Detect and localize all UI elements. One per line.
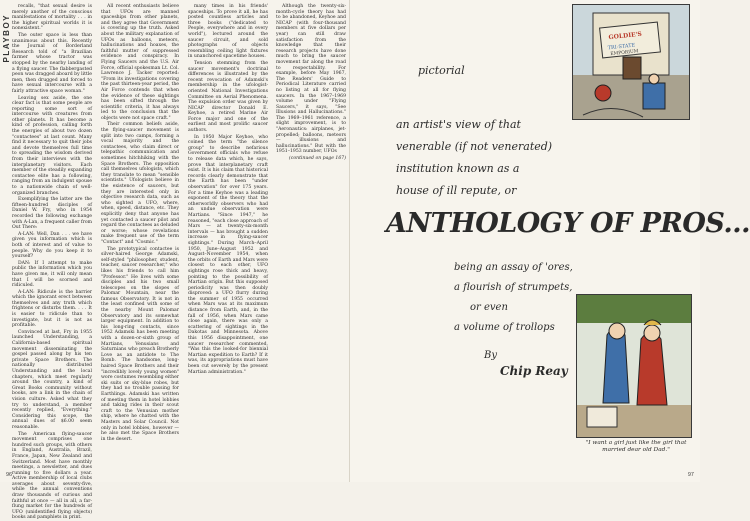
couple-drawing <box>577 295 691 437</box>
right-page <box>350 0 750 482</box>
subtitle-line-1: an artist's view of that <box>396 118 521 131</box>
couple-illustration <box>576 294 692 438</box>
body-paragraph: In 1950 Major Keyhoe, who coined the term "the silence group" to describe nefarious Government officials who refuse to release data which, he says, prove that interplanetary craft exist. It is his claim that historical records clearly demonstrate that the Earth has been "under observation" for over 175 years. For a time Keyhoe was a leading exponent of the theory that the otherworldly observers who had an undue observation were Martians. "Since 1947," he reasoned, "each close approach of Mars — at twenty-six-month intervals — has brought a sudden increase in flying-saucer sightings." During March–April 1950, June–August 1952 and August–November 1954, when the orbits of Earth and Mars were closest to each other, UFO sightings rose thick and heavy, pointing to the possibility of Martian origin. But this supposed periodicity was then doubly disproved: a UFO flurry during the summer of 1955 occurred when Mars was at its maximum distance from Earth, and, in the fall of 1956, when Mars came close again, there was only a scattering of sightings in the Dakotas and Minnesota. Above this 1956 disappointment, one saucer researcher commented, "Was this the looked-for biennial Martian expedition to Earth? If it was, its appropriations must have been cut severely by the present Martian administration." <box>188 134 268 375</box>
body-paragraph: Exemplifying the latter are the fifteen-hundred disciples of Daniel W. Fry, who in 1954 recorded the following exchange with A-Lan, a frequent caller from Out There: <box>12 197 92 231</box>
left-column-5 <box>276 4 346 472</box>
subtitle-line-3: institution known as a <box>396 162 520 175</box>
tagline-line-4: a volume of trollops <box>454 322 555 333</box>
left-column-1 <box>12 4 92 521</box>
body-paragraph: Convinced at last, Fry in 1955 launched Understanding, a California-based spiritual movement disseminating the gospel passed along by his ten private Space Brothers. The nationally distributed Understanding and the local chapters, which meet regularly around the country, a kind of Great Books community without books, are a link in the chain of vision culture. Asked what they try to understand, a member recently replied, "Everything." Considering this scope, the annual dues of $6.00 seem reasonable. <box>12 329 92 430</box>
body-paragraph: All recent enthusiasts believe that UFOs are manned spaceships from other planets, and they agree that Government is covering up the truth. Asked about the military explanation of UFOs as balloons, meteors, hallucinations and hoaxes, the faithful mutter of suppressed evidence and conspiracy. In Flying Saucers and the U.S. Air Force, official spokesman Lt. Col. Lawrence J. Tacker reported: "From its investigations covering the past thirteen-year period, the Air Force contends that when the evidence of these sightings has been sifted through the scientific criteria, it has always led to the conclusion that the objects were not space craft." <box>101 4 179 121</box>
subtitle-line-4: house of ill repute, or <box>396 184 517 197</box>
body-paragraph: The outer space is less than unanimous about this. Recently the Journal of Borderland Research told of "a Brazilian farmer whose tractor was stopped by the nearby landing of a flying saucer. The flabbergasted peon was dragged aboard by little men, then drugged and forced to have sexual intercourse with a fairly attractive space woman." <box>12 32 92 94</box>
body-paragraph: Leaving sex aside, the one clear fact is that some people are reporting some sort of intercourse with creatures from other planets. It has become a kind of profession, calling forth the energies of about two dozen "contactees" at last count. Many find it necessary to quit their jobs and devote themselves full time to spreading the wisdom derived from their interviews with the interplanetary visitors. Each member of the steadily expanding contactee elite has a following, ranging from an indulgent spouse to a nationwide chain of well-organized branches. <box>12 95 92 196</box>
byline-by: By <box>484 350 497 361</box>
svg-text:TRI-STATE: TRI-STATE <box>607 42 636 52</box>
article-title: ANTHOLOGY OF PROS... <box>386 208 750 239</box>
body-paragraph: Their common beliefs aside, the flying-saucer movement is split into two camps, forming a vocal majority and the contactees, who claim direct or telepathic communication and sometimes hitchhiking with the Space Brothers. The opposition call themselves ufologists, which they translate to mean "sensible scientists." Ufologists believe in the existence of saucers, but they are interested only in objective research data, such as who sighted a UFO, where, when, speed, distance, etc. They explicitly deny that anyone has yet contacted a saucer pilot and regard the contactees as deluded or worse; whose revelations make frequent use of the term "Contact" and "Cosmic." <box>101 122 179 245</box>
body-paragraph: A-LAN: Ridicule is the barrier which the ignorant erect between themselves and any truth which frightens or disturbs them. . . . It is easier to ridicule than to investigate, but it is not as profitable. <box>12 289 92 329</box>
page-number-right: 97 <box>687 472 694 478</box>
tagline-line-1: being an assay of 'ores, <box>454 262 573 273</box>
left-page <box>0 0 350 521</box>
left-column-4 <box>188 4 268 472</box>
subtitle-line-2: venerable (if not venerated) <box>396 140 553 153</box>
body-paragraph: The American flying-saucer movement comprises one hundred such groups, with others in England, Australia, Brazil, France, Japan, New Zealand and Switzerland. Most have monthly meetings, a newsletter, and dues running to five dollars a year. Active membership of local clubs averages about seventy-five, while the annual conventions draw thousands of curious and faithful at once — all in all, a far-flung market for the hundreds of UFO (unidentified flying objects) books and pamphlets in print. <box>12 431 92 521</box>
tagline-line-3: or even <box>470 302 508 313</box>
illustration-caption: "I want a girl just like the girl that married dear old Dad." <box>585 440 687 453</box>
tagline-line-2: a flourish of strumpets, <box>454 282 573 293</box>
svg-text:EMPORIUM: EMPORIUM <box>610 49 639 58</box>
left-column-3 <box>101 4 179 472</box>
body-paragraph: Although the twenty-six-month-cycle theory has had to be abandoned, Keyhoe and NICAP (with four-thousand members at five dollars per year) can still draw satisfaction from the knowledge that their research projects have done much to bring the saucer movement far along the road to respectability. For example, before May 1967, The Readers' Guide to Periodical Literature carried no listing at all for flying saucers. In the 1967–1969 volume under "Flying Saucers," it says, "See Illusions and Hallucinations." The 1969–1961 reference, a slight improvement, is to "Aeronautics: airplanes, jet-propelled; balloons, meteors — illusions and hallucinations." But with the 1951–1953 number, UFOs <box>276 4 346 155</box>
pictorial-label: pictorial <box>418 64 465 77</box>
page-number-left: 96 <box>6 472 13 478</box>
body-paragraph: Tension stemming from the saucer movement's doctrinal differences is illustrated by the recent revocation of Adamski's membership in the ufologist-oriented National Investigations Committee on Aerial Phenomena. The expulsion order was given by NICAP director Donald E. Keyhoe, a retired Marine Air Force major and one of the earliest and most prolific saucer authors. <box>188 60 268 134</box>
body-paragraph: DAN: If I attempt to make public the information which you have given me, it will only mean that I will be scorned and ridiculed. <box>12 260 92 289</box>
body-paragraph: The prototypical contactee is silver-haired George Adamski, self-styled "philosopher, student, teacher, saucer researcher," who likes his friends to call him "Professor." He lives with some disciples and his two small telescopes on the slopes of Palomar Mountain, near the famous Observatory. It is not in the least confined with some of the nearby Mount Palomar Observatory and its somewhat larger equipment. In addition to his long-ring contacts, since 1952 Adamski has been meeting with a dozen-or-sixth group of Martians, Venusians and Saturnians who preach Brotherly Love as an antidote to The Bomb. The handsome, long-haired Space Brothers and their "incredibly lovely young women" wore costumes resembling either ski suits or sky-blue robes, but they had no trouble passing for Earthlings. Adamski has written of meeting them in hotel lobbies and taking rides in their scout craft to the Venusian mother ship, where he chatted with the Masters and Solar Council. Not only in hotel lobbies, however — he also met the Space Brothers in the desert. <box>101 246 179 442</box>
illustration-drawing <box>573 5 689 119</box>
magazine-section-label: PLAYBOY <box>2 14 11 63</box>
body-paragraph: many times in his friends' spaceships. To prove it all, he has posted countless articles and three books ("dedicated to People, everywhere and in every world"), lectured around the saucer circuit, and sold photographs of objects resembling ceiling light fixtures in unanchored spacetime houses. <box>188 4 268 60</box>
continued-notice: (continued on page 167) <box>289 156 346 162</box>
body-paragraph: recalls, "that sexual desire is merely another of the conscious manifestations of mortality . . . in the higher spiritual worlds it is nonexistent." <box>12 4 92 32</box>
artist-name: Chip Reay <box>500 364 568 378</box>
body-paragraph: A-LAN: Well, Dan . . . we have given you information which is both of interest and of value to people. Why do you keep it to yourself? <box>12 231 92 260</box>
brothel-street-illustration <box>572 4 690 120</box>
svg-text:GOLDIE'S: GOLDIE'S <box>608 30 643 42</box>
